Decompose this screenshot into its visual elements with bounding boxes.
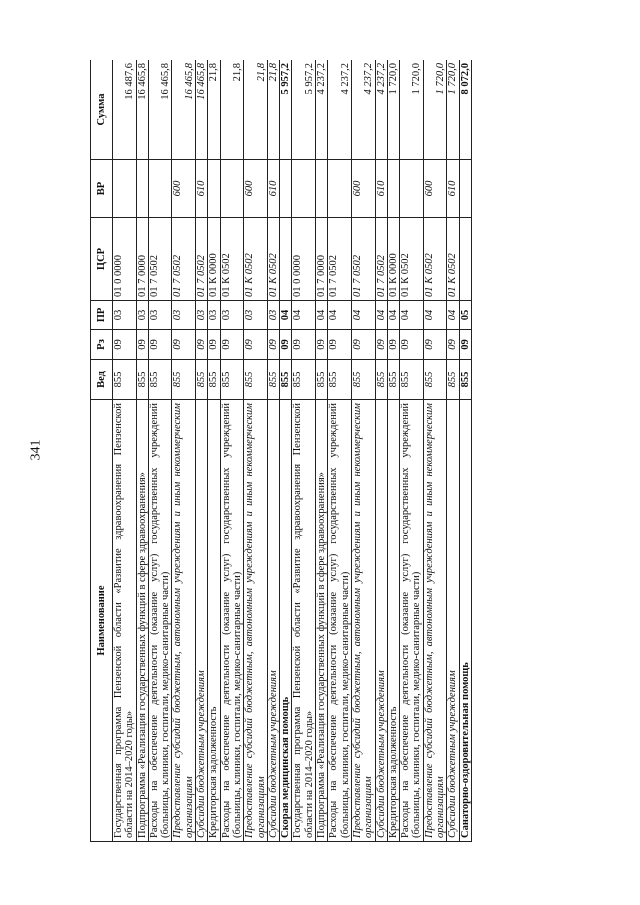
table-row bbox=[423, 60, 447, 842]
cell-csr bbox=[280, 218, 292, 301]
cell-pr: 03 bbox=[148, 301, 172, 330]
cell-name: Санаторно-оздоровительная помощь bbox=[459, 400, 471, 842]
header-rz: Рз bbox=[91, 330, 113, 360]
cell-name: Подпрограмма «Реализация государственных функций в сфере здравоохранения» bbox=[316, 400, 328, 842]
cell-pr: 03 bbox=[172, 301, 196, 330]
table-row bbox=[113, 60, 137, 842]
cell-ved: 855 bbox=[292, 360, 316, 400]
cell-vr bbox=[316, 160, 328, 218]
header-sum: Сумма bbox=[91, 60, 113, 160]
table-row bbox=[400, 60, 424, 842]
cell-vr bbox=[387, 160, 399, 218]
cell-vr bbox=[400, 160, 424, 218]
table-row bbox=[316, 60, 328, 842]
cell-csr: 01 К 0000 bbox=[208, 218, 220, 301]
cell-pr: 05 bbox=[459, 301, 471, 330]
cell-pr: 04 bbox=[375, 301, 387, 330]
cell-pr: 04 bbox=[447, 301, 459, 330]
cell-rz: 09 bbox=[196, 330, 208, 360]
cell-rz: 09 bbox=[172, 330, 196, 360]
cell-csr: 01 К 0502 bbox=[423, 218, 447, 301]
cell-vr: 600 bbox=[244, 160, 268, 218]
table-row bbox=[375, 60, 387, 842]
header-vr: ВР bbox=[91, 160, 113, 218]
cell-vr bbox=[280, 160, 292, 218]
cell-name: Субсидии бюджетным учреждениям bbox=[267, 400, 279, 842]
table-row bbox=[447, 60, 459, 842]
cell-vr: 610 bbox=[375, 160, 387, 218]
cell-pr: 04 bbox=[387, 301, 399, 330]
cell-name: Субсидии бюджетным учреждениям bbox=[375, 400, 387, 842]
table-row bbox=[196, 60, 208, 842]
cell-ved: 855 bbox=[113, 360, 137, 400]
cell-pr: 03 bbox=[113, 301, 137, 330]
cell-sum: 16 465,8 bbox=[136, 60, 148, 160]
cell-rz: 09 bbox=[351, 330, 375, 360]
budget-table-container bbox=[90, 60, 558, 842]
cell-sum: 21,8 bbox=[267, 60, 279, 160]
cell-ved: 855 bbox=[280, 360, 292, 400]
cell-csr: 01 К 0502 bbox=[244, 218, 268, 301]
table-row bbox=[351, 60, 375, 842]
cell-rz: 09 bbox=[244, 330, 268, 360]
cell-csr: 01 К 0502 bbox=[220, 218, 244, 301]
cell-sum: 4 237,2 bbox=[328, 60, 352, 160]
cell-name: Кредиторская задолженность bbox=[387, 400, 399, 842]
cell-name: Субсидии бюджетным учреждениям bbox=[196, 400, 208, 842]
cell-csr: 01 К 0000 bbox=[387, 218, 399, 301]
cell-csr: 01 К 0502 bbox=[400, 218, 424, 301]
cell-name: Предоставление субсидий бюджетным, автономным учреждениям и иным некоммерческим организациям bbox=[172, 400, 196, 842]
header-name: Наименование bbox=[91, 400, 113, 842]
cell-vr bbox=[292, 160, 316, 218]
cell-sum: 1 720,0 bbox=[423, 60, 447, 160]
cell-vr: 600 bbox=[351, 160, 375, 218]
cell-csr: 01 0 0000 bbox=[292, 218, 316, 301]
cell-pr: 04 bbox=[316, 301, 328, 330]
cell-ved: 855 bbox=[328, 360, 352, 400]
cell-rz: 09 bbox=[447, 330, 459, 360]
cell-rz: 09 bbox=[113, 330, 137, 360]
cell-rz: 09 bbox=[459, 330, 471, 360]
cell-rz: 09 bbox=[387, 330, 399, 360]
table-row bbox=[267, 60, 279, 842]
cell-ved: 855 bbox=[387, 360, 399, 400]
cell-pr: 03 bbox=[196, 301, 208, 330]
cell-vr bbox=[220, 160, 244, 218]
cell-csr: 01 7 0502 bbox=[172, 218, 196, 301]
cell-ved: 855 bbox=[447, 360, 459, 400]
cell-rz: 09 bbox=[220, 330, 244, 360]
cell-rz: 09 bbox=[375, 330, 387, 360]
cell-name: Расходы на обеспечение деятельности (оказание услуг) государственных учреждений (больницы, клиники, госпитали, медико-санитарные части) bbox=[220, 400, 244, 842]
cell-pr: 03 bbox=[267, 301, 279, 330]
cell-ved: 855 bbox=[172, 360, 196, 400]
cell-rz: 09 bbox=[423, 330, 447, 360]
cell-ved: 855 bbox=[400, 360, 424, 400]
cell-name: Государственная программа Пензенской области «Развитие здравоохранения Пензенской области на 2014–2020 годы» bbox=[113, 400, 137, 842]
table-row bbox=[136, 60, 148, 842]
cell-name: Предоставление субсидий бюджетным, автономным учреждениям и иным некоммерческим организациям bbox=[351, 400, 375, 842]
cell-csr: 01 К 0502 bbox=[447, 218, 459, 301]
cell-csr: 01 7 0000 bbox=[316, 218, 328, 301]
cell-csr: 01 7 0502 bbox=[148, 218, 172, 301]
cell-sum: 16 465,8 bbox=[148, 60, 172, 160]
cell-ved: 855 bbox=[316, 360, 328, 400]
cell-sum: 4 237,2 bbox=[375, 60, 387, 160]
table-row bbox=[244, 60, 268, 842]
rotated-page-area bbox=[90, 60, 558, 842]
table-row bbox=[459, 60, 471, 842]
cell-sum: 5 957,2 bbox=[292, 60, 316, 160]
cell-ved: 855 bbox=[423, 360, 447, 400]
cell-vr: 610 bbox=[447, 160, 459, 218]
cell-rz: 09 bbox=[292, 330, 316, 360]
cell-sum: 5 957,2 bbox=[280, 60, 292, 160]
cell-csr: 01 7 0502 bbox=[351, 218, 375, 301]
cell-ved: 855 bbox=[148, 360, 172, 400]
cell-vr: 610 bbox=[267, 160, 279, 218]
cell-ved: 855 bbox=[208, 360, 220, 400]
cell-name: Расходы на обеспечение деятельности (оказание услуг) государственных учреждений (больницы, клиники, госпитали, медико-санитарные части) bbox=[148, 400, 172, 842]
cell-sum: 1 720,0 bbox=[447, 60, 459, 160]
cell-pr: 03 bbox=[136, 301, 148, 330]
table-row bbox=[220, 60, 244, 842]
cell-name: Субсидии бюджетным учреждениям bbox=[447, 400, 459, 842]
cell-ved: 855 bbox=[267, 360, 279, 400]
cell-csr: 01 0 0000 bbox=[113, 218, 137, 301]
table-row bbox=[280, 60, 292, 842]
cell-pr: 04 bbox=[351, 301, 375, 330]
cell-ved: 855 bbox=[459, 360, 471, 400]
cell-name: Государственная программа Пензенской области «Развитие здравоохранения Пензенской области на 2014–2020 годы» bbox=[292, 400, 316, 842]
cell-ved: 855 bbox=[351, 360, 375, 400]
header-row bbox=[91, 60, 113, 842]
cell-ved: 855 bbox=[244, 360, 268, 400]
cell-pr: 04 bbox=[328, 301, 352, 330]
cell-vr bbox=[113, 160, 137, 218]
cell-rz: 09 bbox=[267, 330, 279, 360]
cell-sum: 1 720,0 bbox=[400, 60, 424, 160]
page-number: 341 bbox=[28, 439, 44, 461]
budget-table bbox=[90, 60, 472, 842]
cell-rz: 09 bbox=[316, 330, 328, 360]
cell-name: Подпрограмма «Реализация государственных функций в сфере здравоохранения» bbox=[136, 400, 148, 842]
cell-pr: 04 bbox=[423, 301, 447, 330]
cell-vr bbox=[208, 160, 220, 218]
table-row bbox=[292, 60, 316, 842]
table-body bbox=[113, 60, 472, 842]
table-row bbox=[208, 60, 220, 842]
header-csr: ЦСР bbox=[91, 218, 113, 301]
cell-ved: 855 bbox=[136, 360, 148, 400]
cell-csr bbox=[459, 218, 471, 301]
cell-vr: 610 bbox=[196, 160, 208, 218]
cell-rz: 09 bbox=[208, 330, 220, 360]
cell-sum: 1 720,0 bbox=[387, 60, 399, 160]
cell-vr: 600 bbox=[172, 160, 196, 218]
cell-pr: 03 bbox=[220, 301, 244, 330]
table-row bbox=[328, 60, 352, 842]
cell-vr: 600 bbox=[423, 160, 447, 218]
cell-name: Кредиторская задолженность bbox=[208, 400, 220, 842]
header-ved: Вед bbox=[91, 360, 113, 400]
cell-csr: 01 7 0502 bbox=[328, 218, 352, 301]
cell-vr bbox=[459, 160, 471, 218]
cell-csr: 01 7 0502 bbox=[196, 218, 208, 301]
cell-csr: 01 К 0502 bbox=[267, 218, 279, 301]
cell-pr: 03 bbox=[244, 301, 268, 330]
cell-csr: 01 7 0000 bbox=[136, 218, 148, 301]
cell-pr: 03 bbox=[208, 301, 220, 330]
cell-sum: 4 237,2 bbox=[316, 60, 328, 160]
cell-vr bbox=[148, 160, 172, 218]
cell-sum: 21,8 bbox=[244, 60, 268, 160]
cell-pr: 04 bbox=[400, 301, 424, 330]
cell-name: Расходы на обеспечение деятельности (оказание услуг) государственных учреждений (больницы, клиники, госпитали, медико-санитарные части) bbox=[328, 400, 352, 842]
cell-pr: 04 bbox=[280, 301, 292, 330]
table-row bbox=[387, 60, 399, 842]
cell-name: Скорая медицинская помощь bbox=[280, 400, 292, 842]
cell-sum: 21,8 bbox=[208, 60, 220, 160]
cell-ved: 855 bbox=[220, 360, 244, 400]
cell-sum: 21,8 bbox=[220, 60, 244, 160]
header-pr: ПР bbox=[91, 301, 113, 330]
cell-sum: 8 072,0 bbox=[459, 60, 471, 160]
cell-vr bbox=[136, 160, 148, 218]
cell-sum: 16 487,6 bbox=[113, 60, 137, 160]
cell-name: Предоставление субсидий бюджетным, автономным учреждениям и иным некоммерческим организациям bbox=[244, 400, 268, 842]
cell-ved: 855 bbox=[196, 360, 208, 400]
cell-rz: 09 bbox=[328, 330, 352, 360]
table-row bbox=[148, 60, 172, 842]
cell-pr: 04 bbox=[292, 301, 316, 330]
cell-sum: 16 465,8 bbox=[196, 60, 208, 160]
cell-rz: 09 bbox=[136, 330, 148, 360]
cell-name: Предоставление субсидий бюджетным, автономным учреждениям и иным некоммерческим организациям bbox=[423, 400, 447, 842]
cell-rz: 09 bbox=[400, 330, 424, 360]
cell-ved: 855 bbox=[375, 360, 387, 400]
cell-name: Расходы на обеспечение деятельности (оказание услуг) государственных учреждений (больницы, клиники, госпитали, медико-санитарные части) bbox=[400, 400, 424, 842]
cell-vr bbox=[328, 160, 352, 218]
cell-sum: 4 237,2 bbox=[351, 60, 375, 160]
cell-sum: 16 465,8 bbox=[172, 60, 196, 160]
table-row bbox=[172, 60, 196, 842]
cell-csr: 01 7 0502 bbox=[375, 218, 387, 301]
cell-rz: 09 bbox=[280, 330, 292, 360]
cell-rz: 09 bbox=[148, 330, 172, 360]
